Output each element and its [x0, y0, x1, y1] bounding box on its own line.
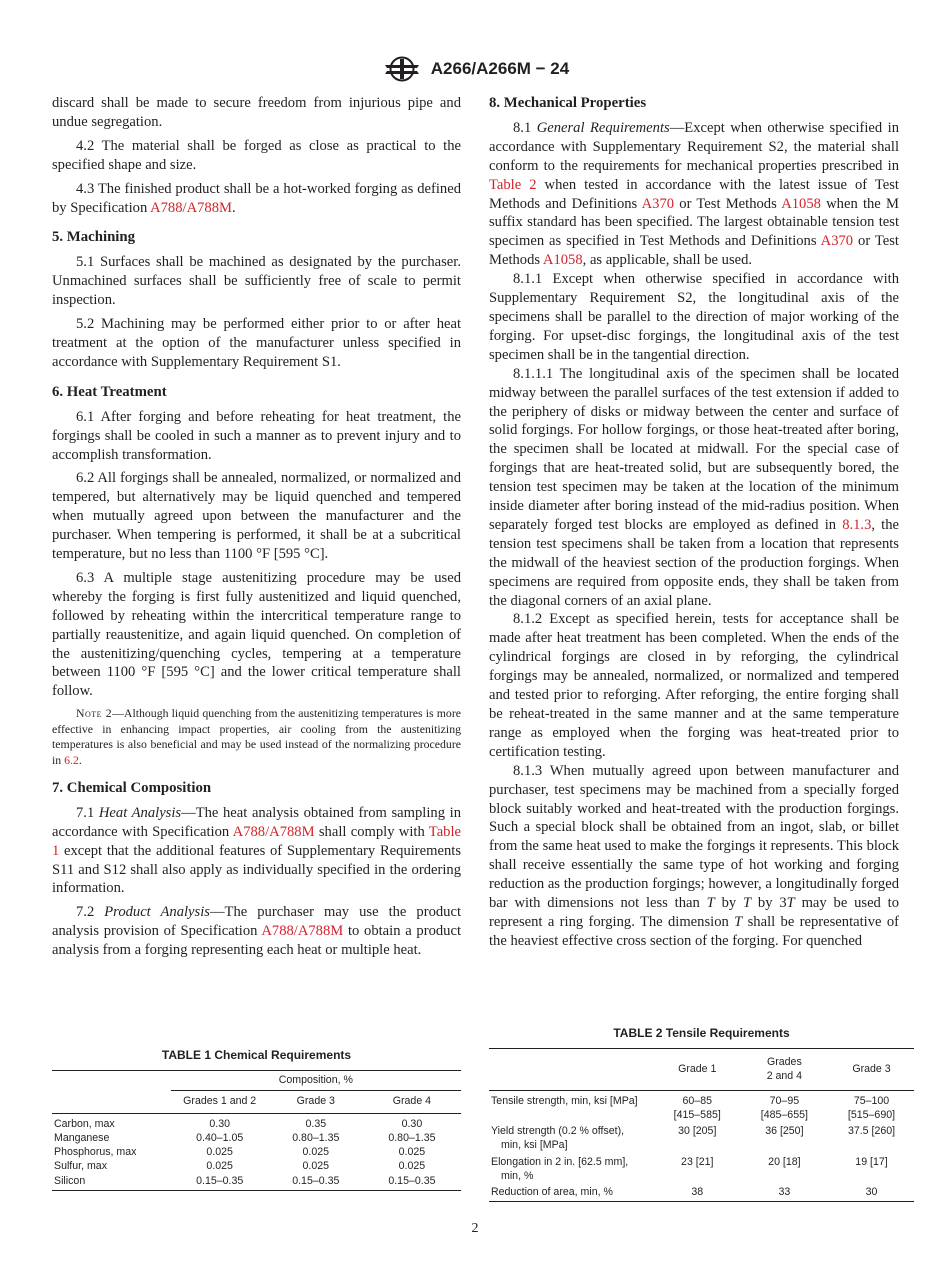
- table-1-corner: [52, 1071, 171, 1091]
- table-1-caption: TABLE 1 Chemical Requirements: [161, 1048, 352, 1062]
- link-a1058[interactable]: A1058: [781, 195, 821, 212]
- paragraph-4-2: 4.2 The material shall be forged as close as practical to the specified shape and size.: [52, 137, 461, 173]
- paragraph-5-2: 5.2 Machining may be performed either prior to or after heat treatment at the option of the manufacturer unless specified in accordance with Supplementary Requirement S1.: [52, 316, 461, 370]
- table-row: Sulfur, max 0.025 0.025 0.025: [54, 1160, 426, 1173]
- table-1: [52, 1048, 461, 1191]
- table-2-col-header: Grades 2 and 4: [740, 1049, 829, 1091]
- designation: A266/A266M − 24: [430, 59, 570, 78]
- table-1-span-header: Composition, %: [171, 1071, 461, 1091]
- link-a370[interactable]: A370: [820, 233, 854, 250]
- section-8-title: 8. Mechanical Properties: [489, 95, 647, 111]
- page-number: 2: [471, 1221, 479, 1236]
- paragraph-8-1-1: 8.1.1 Except when otherwise specified in accordance with Supplementary Requirement S2, the longitudinal axis of the specimens shall be parallel to the direction of major working of the forging. For upset-disc forgings, the longitudinal axis of the test specimen shall be in the tangential direction.: [489, 271, 899, 363]
- note-2: Note 2—Although liquid quenching from the austenitizing temperatures is more effective in enhancing impact properties, air cooling from the austenitizing temperatures is also beneficial and may be used instead of the normalizing procedure in 6.2.: [52, 706, 461, 767]
- table-row: Manganese 0.40–1.05 0.80–1.35 0.80–1.35: [54, 1131, 436, 1144]
- paragraph-8-1-1-1: 8.1.1.1 The longitudinal axis of the specimen shall be located midway between the parallel surfaces of the test extension if added to the periphery of disks or midway between the center and surface of solid forgings. For hollow forgings, or those heat-treated after boring, the specimen shall be located at midwall. For the special case of forgings that are heat-treated solid, but are subsequently bored, the tension test specimen may be taken at the location of the minimum inside diameter after boring instead of the mid-radius position. When separately forged test blocks are employed as defined in 8.1.3, the tension test specimens shall be taken from a location that represents the midwall of the heaviest section of the production forgings. When specimens are required from opposite ends, they shall be taken from the diagonal corners of an axial plane.: [489, 365, 899, 609]
- paragraph-7-1: 7.1 Heat Analysis—The heat analysis obtained from sampling in accordance with Specification A788/A788M shall comply with Table 1 except that the additional features of Supplementary Requirements S11 and S12 shall also apply as individually specified in the ordering information.: [52, 804, 461, 897]
- paragraph-6-2: 6.2 All forgings shall be annealed, normalized, or normalized and tempered, but alternatively may be liquid quenched and tempered when mutually agreed upon between the manufacturer and the purchaser. When tempering is performed, it shall be at a subcritical temperature, but no less than 1100 °F [595 °C].: [52, 470, 461, 563]
- table-row: Reduction of area, min, % 38 33 30: [491, 1186, 878, 1199]
- table-1-col-header: Grade 3: [269, 1091, 363, 1113]
- table-row: Tensile strength, min, ksi [MPa] 60–85 [415–585] 70–95 [485–655] 75–100 [515–690]: [491, 1094, 896, 1121]
- link-a1058[interactable]: A1058: [542, 252, 583, 269]
- table-2-corner: [489, 1049, 655, 1091]
- paragraph-discard: discard shall be made to secure freedom from injurious pipe and undue segregation.: [52, 95, 461, 130]
- link-table-2[interactable]: Table 2: [489, 176, 537, 193]
- paragraph-8-1: 8.1 General Requirements—Except when otherwise specified in accordance with Supplementary Requirement S2, the material shall conform to the requirements for mechanical properties prescribed in Table 2 when tested in accordance with the latest issue of Test Methods and Definitions A370 or Test Methods A1058 when the M suffix standard has been specified. The largest obtainable tension test specimen as specified in Test Methods and Definitions A370 or Test Methods A1058, as applicable, shall be used.: [489, 119, 899, 269]
- table-row: Carbon, max 0.30 0.35 0.30: [54, 1117, 423, 1130]
- table-row: Yield strength (0.2 % offset), min, ksi [MPa] 30 [205] 36 [250] 37.5 [260]: [491, 1125, 896, 1152]
- link-table-1[interactable]: Table 1: [52, 823, 461, 859]
- link-8-1-3[interactable]: 8.1.3: [842, 516, 872, 533]
- link-6-2[interactable]: 6.2: [64, 752, 79, 767]
- table-1-col-header: Grades 1 and 2: [171, 1091, 269, 1113]
- link-a788[interactable]: A788/A788M: [261, 923, 344, 940]
- table-row: Phosphorus, max 0.025 0.025 0.025: [54, 1146, 426, 1159]
- table-2-caption: TABLE 2 Tensile Requirements: [613, 1026, 790, 1040]
- left-column: [52, 94, 461, 965]
- link-a788[interactable]: A788/A788M: [232, 823, 315, 840]
- table-row: Silicon 0.15–0.35 0.15–0.35 0.15–0.35: [54, 1174, 436, 1187]
- tensile-requirements-table: [489, 1048, 914, 1202]
- paragraph-8-1-3: 8.1.3 When mutually agreed upon between manufacturer and purchaser, test specimens may be machined from a specially forged block suitably worked and heat-treated with the production forgings. Such a special block shall be obtained from an ingot, slab, or billet from the same heat used to make the forgings it represents. This block shall receive essentially the same type of hot working and forging reduction as the production forgings; however, a longitudinally forged bar with dimensions not less than T by T by 3T may be used to represent a ring forging. The dimension T shall be representative of the heaviest effective cross section of the forging. For quenched: [489, 762, 900, 949]
- paragraph-6-3: 6.3 A multiple stage austenitizing procedure may be used whereby the forging is first fully austenitized and liquid quenched, followed by reheating within the intercritical temperature range to partially reaustenitize, and again liquid quenched. On completion of the austenitizing/quenching cycles, tempering at a temperature between 1100 °F [595 °C] and the lower critical temperature shall follow.: [52, 569, 461, 700]
- section-6-title: 6. Heat Treatment: [52, 383, 167, 400]
- table-2-col-header: Grade 1: [655, 1049, 740, 1091]
- chemical-requirements-table: [52, 1070, 461, 1191]
- section-5-title: 5. Machining: [52, 229, 136, 246]
- astm-logo-icon: [381, 56, 423, 82]
- right-column: [489, 94, 899, 951]
- page-header: [0, 56, 950, 82]
- paragraph-6-1: 6.1 After forging and before reheating for heat treatment, the forgings shall be cooled in such a manner as to prevent injury and to accomplish transformation.: [52, 408, 461, 463]
- paragraph-7-2: 7.2 Product Analysis—The purchaser may use the product analysis provision of Specification A788/A788M to obtain a product analysis from a forging representing each heat or multiple heat.: [52, 904, 462, 959]
- paragraph-8-1-2: 8.1.2 Except as specified herein, tests for acceptance shall be made after heat treatment has been completed. When the ends of the cylindrical forgings are closed in by reforging, the cylindrical forgings may be annealed, normalized, or normalized and tempered and tested prior to reforging. After reforging, the entire forging shall be reheat-treated in the same manner and at the same temperature range as employed when the forging was heat-treated prior to certification testing.: [489, 611, 899, 760]
- table-2: [489, 1026, 914, 1202]
- table-row: Elongation in 2 in. [62.5 mm], min, % 23 [21] 20 [18] 19 [17]: [491, 1155, 888, 1183]
- section-7-title: 7. Chemical Composition: [52, 779, 212, 796]
- link-a370[interactable]: A370: [641, 195, 675, 212]
- table-2-col-header: Grade 3: [829, 1049, 914, 1091]
- table-1-col-header: Grade 4: [363, 1091, 461, 1113]
- link-a788[interactable]: A788/A788M: [150, 199, 232, 216]
- paragraph-4-3: 4.3 The finished product shall be a hot-worked forging as defined by Specification A788/A788M.: [52, 180, 461, 216]
- paragraph-5-1: 5.1 Surfaces shall be machined as designated by the purchaser. Unmachined surfaces shall be sufficiently free of scale to permit inspection.: [52, 254, 461, 309]
